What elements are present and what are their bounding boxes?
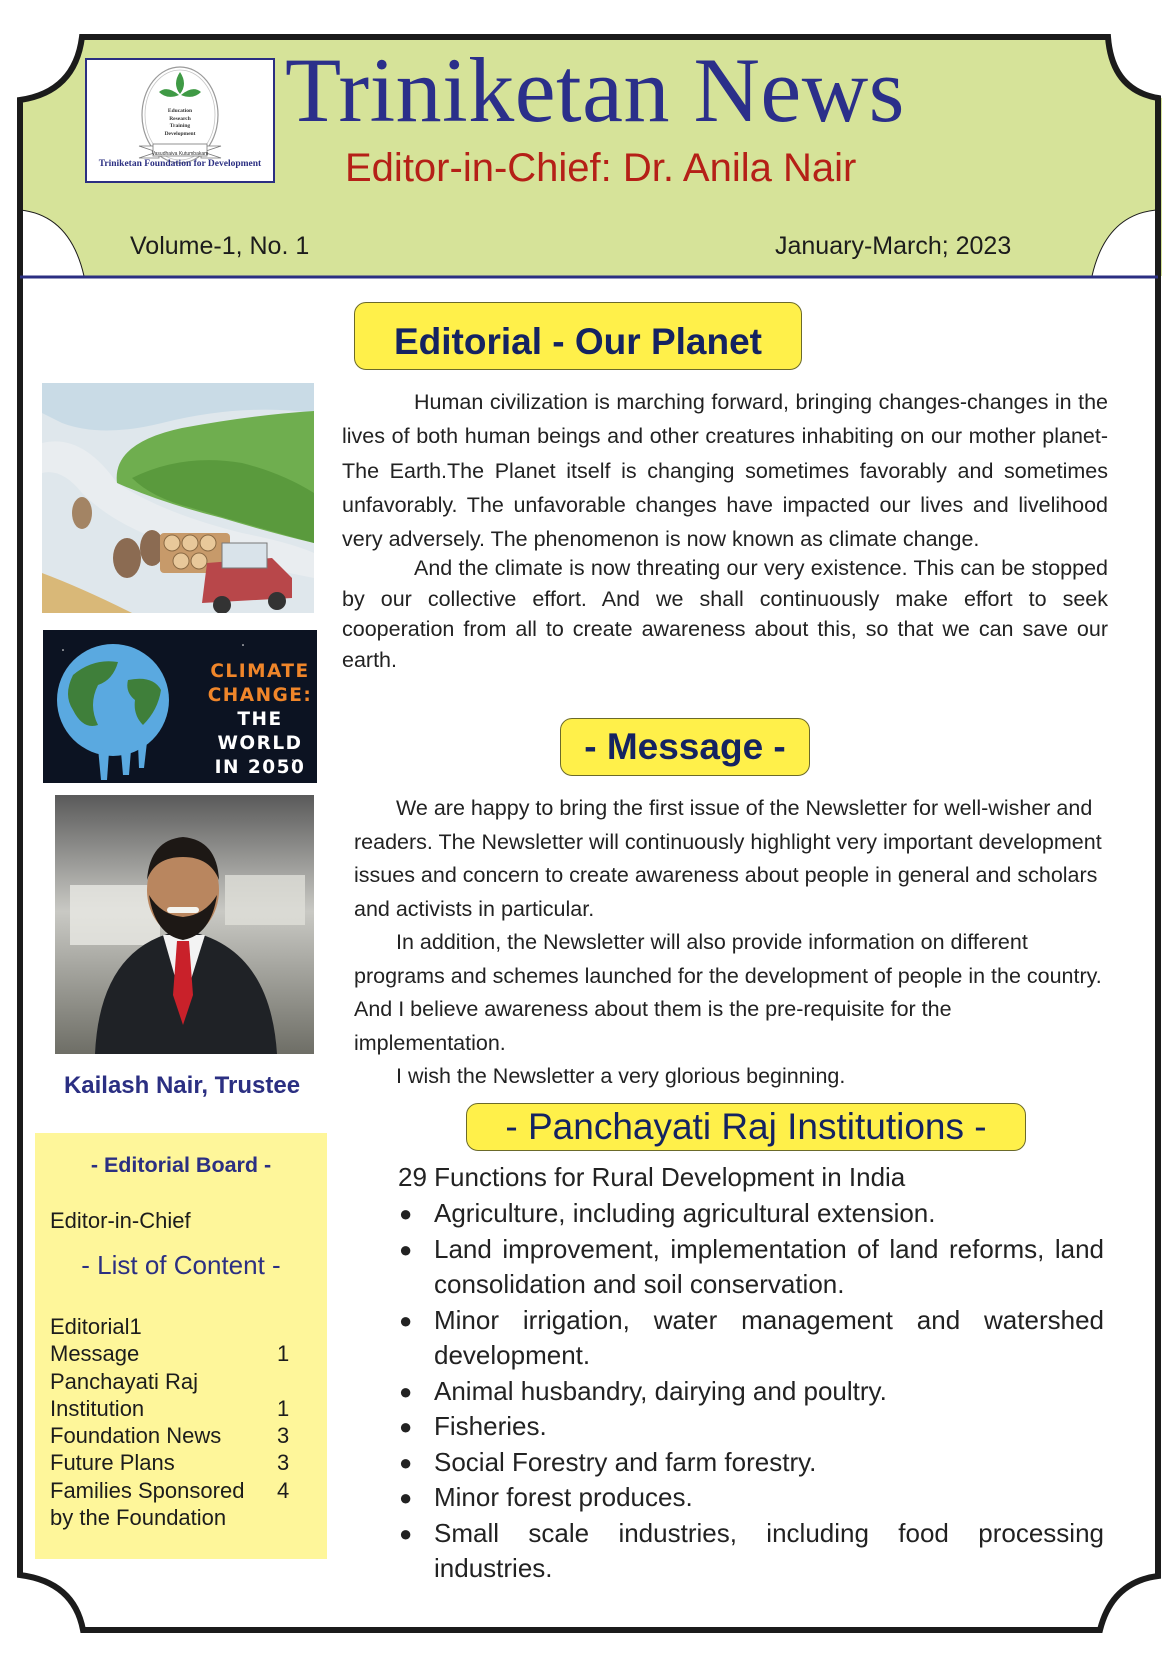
message-paragraph: I wish the Newsletter a very glorious beginning.	[396, 1064, 846, 1088]
list-item	[398, 1196, 1104, 1232]
issue-date: January-March; 2023	[775, 232, 1012, 260]
toc-row[interactable]	[50, 1395, 310, 1422]
list-item	[398, 1480, 1104, 1516]
toc-page: 1	[277, 1341, 290, 1367]
toc-label: Institution	[50, 1395, 145, 1421]
trustee-caption: Kailash Nair, Trustee	[63, 1072, 301, 1099]
logo-ring-text	[87, 108, 273, 138]
logo-ribbon-text: Vasudhaiva Kutumbakam	[151, 151, 209, 157]
poster-line: CHANGE:	[207, 685, 313, 706]
editorial-board-panel	[35, 1133, 327, 1559]
editorial-paragraph: And the climate is now threating our very existence. This can be stopped by our collective effort. And we shall continuously make effort to seek cooperation from all to create awareness about this, so that we can save our earth.	[342, 556, 1108, 672]
message-body	[354, 792, 1104, 1094]
toc-label: Editorial1	[50, 1314, 142, 1339]
toc-row[interactable]	[50, 1449, 310, 1476]
poster-line: THE WORLD	[217, 709, 303, 754]
list-item-text: Animal husbandry, dairying and poultry.	[434, 1375, 887, 1406]
list-item-text: Social Forestry and farm forestry.	[434, 1446, 817, 1477]
climate-poster-text	[203, 660, 317, 780]
list-item-text: Minor irrigation, water management and watershed development.	[434, 1304, 1104, 1370]
list-item	[398, 1409, 1104, 1445]
toc-heading: - List of Content -	[81, 1250, 281, 1280]
toc-label: Future Plans	[50, 1450, 175, 1476]
editorial-paragraph: Human civilization is marching forward, bringing changes-changes in the lives of both human beings and other creatures inhabiting on our mother planet-The Earth.The Planet itself is changing sometimes favorably and sometimes unfavorably. The unfavorable changes have impacted our lives and livelihood very adversely. The phenomenon is now known as climate change.	[342, 390, 1108, 552]
toc-row[interactable]	[50, 1368, 310, 1395]
bullet-icon: ●	[399, 1485, 413, 1510]
toc-row[interactable]	[50, 1340, 310, 1367]
toc-label: Families Sponsored	[50, 1477, 245, 1503]
volume-number: Volume-1, No. 1	[130, 232, 310, 260]
toc-row[interactable]	[50, 1477, 310, 1504]
toc-label: by the Foundation	[50, 1505, 227, 1531]
toc-page: 3	[277, 1450, 290, 1476]
logo-ring-line: Training	[169, 123, 191, 129]
message-paragraph: We are happy to bring the first issue of the Newsletter for well-wisher and readers. The Newsletter will continuously highlight very important development issues and concern to create awareness about people in general and scholars and activists in particular.	[354, 796, 1102, 921]
toc-row[interactable]	[50, 1504, 310, 1531]
bullet-icon: ●	[399, 1449, 413, 1475]
list-item	[398, 1445, 1104, 1481]
bullet-icon: ●	[399, 1236, 413, 1262]
toc-row[interactable]	[50, 1313, 310, 1340]
list-item	[398, 1516, 1104, 1587]
bullet-icon: ●	[399, 1414, 413, 1439]
toc-page: 4	[277, 1477, 290, 1503]
foundation-logo	[85, 58, 275, 183]
editorial-board-heading: - Editorial Board -	[90, 1153, 272, 1177]
climate-change-poster	[43, 630, 317, 783]
poster-line: IN 2050	[214, 757, 306, 778]
message-paragraph: In addition, the Newsletter will also provide information on different programs and schemes launched for the development of people in the country. And I believe awareness about them is the pre-requisite for the implementation.	[354, 930, 1102, 1055]
list-item-text: Small scale industries, including food processing industries.	[434, 1517, 1104, 1583]
list-item-text: Land improvement, implementation of land reforms, land consolidation and soil conservation.	[434, 1233, 1104, 1299]
list-item	[398, 1232, 1104, 1303]
toc-label: Message	[50, 1341, 140, 1367]
table-of-contents	[50, 1313, 310, 1531]
panchayati-raj-intro: 29 Functions for Rural Development in India	[398, 1162, 906, 1192]
climate-cartoon-image	[42, 383, 314, 613]
toc-label: Foundation News	[50, 1423, 222, 1449]
logo-ring-line: Education	[167, 108, 193, 114]
list-item-text: Minor forest produces.	[434, 1482, 693, 1512]
bullet-icon: ●	[399, 1378, 413, 1404]
bullet-icon: ●	[399, 1201, 413, 1226]
logo-caption: Triniketan Foundation for Development	[98, 159, 262, 169]
editorial-heading: Editorial - Our Planet	[354, 302, 802, 370]
toc-page: 3	[277, 1423, 290, 1449]
bullet-icon: ●	[399, 1520, 413, 1546]
toc-page: 1	[277, 1395, 290, 1421]
editor-in-chief-label: Editor-in-Chief	[50, 1208, 191, 1233]
panchayati-raj-heading: - Panchayati Raj Institutions -	[466, 1103, 1026, 1151]
toc-label: Panchayati Raj	[50, 1368, 198, 1394]
toc-row[interactable]	[50, 1422, 310, 1449]
logo-ring-line: Research	[169, 115, 191, 122]
logo-ring-line: Development	[164, 130, 196, 137]
list-item	[398, 1374, 1104, 1410]
list-item	[398, 1303, 1104, 1374]
list-item-text: Fisheries.	[434, 1411, 547, 1441]
trustee-portrait	[55, 795, 314, 1054]
masthead-title: Triniketan News	[285, 39, 905, 141]
editorial-body	[342, 385, 1108, 675]
bullet-icon: ●	[399, 1307, 413, 1333]
message-heading: - Message -	[560, 718, 810, 776]
poster-line: CLIMATE	[210, 661, 310, 682]
panchayati-raj-functions-list	[398, 1196, 1104, 1587]
editor-in-chief-line: Editor-in-Chief: Dr. Anila Nair	[345, 146, 857, 190]
list-item-text: Agriculture, including agricultural extension.	[434, 1198, 936, 1228]
